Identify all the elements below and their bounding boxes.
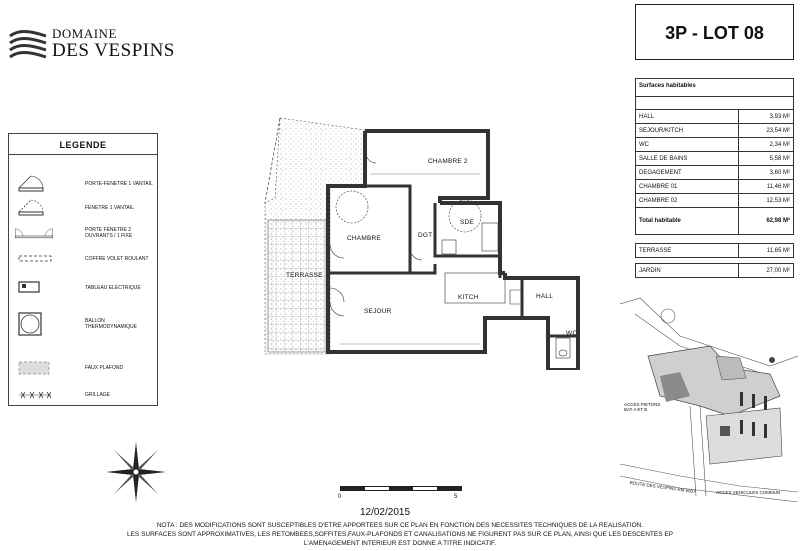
- room-chambre: CHAMBRE: [347, 235, 381, 242]
- room-name: DEGAGEMENT: [636, 166, 739, 180]
- legend-item: [9, 382, 159, 408]
- legend-item: [9, 220, 159, 246]
- legend-title: LEGENDE: [59, 140, 107, 150]
- floor-plan-drawing: [260, 108, 600, 370]
- legend-item: [9, 195, 159, 221]
- water-heater-icon: [13, 311, 55, 337]
- table-row: [636, 180, 794, 194]
- site-label-road: ROUTE DES VESPINS RM 6007: [629, 480, 696, 495]
- room-name: CHAMBRE 02: [636, 194, 739, 208]
- room-area: 3,60 M²: [739, 166, 794, 180]
- electrical-panel-icon: [13, 275, 55, 301]
- exterior-name: JARDIN: [636, 264, 739, 278]
- legend-label: FENETRE 1 VANTAIL: [85, 205, 134, 211]
- room-area: 23,54 M²: [739, 124, 794, 138]
- north-compass-icon: [104, 440, 168, 504]
- table-row: [636, 110, 794, 124]
- floor-plan: [260, 108, 600, 370]
- legend-label: PORTE FENETRE 2 OUVRANTS / 1 FIXE: [85, 227, 133, 239]
- legend-label: FAUX PLAFOND: [85, 365, 124, 371]
- room-sejour: SEJOUR: [364, 308, 392, 315]
- room-kitch: KITCH: [458, 294, 479, 301]
- disclaimer-note: [80, 521, 720, 548]
- note-line: LES SURFACES SONT APPROXIMATIVES, LES RETOMBEES,SOFFITES,FAUX-PLAFONDS ET CANALISATIONS NE FIGURENT PAS SUR CE PLAN, AINSI QUE LES DESCENTES EP: [126, 531, 674, 538]
- table-row: [636, 194, 794, 208]
- logo-line-1: DOMAINE: [52, 26, 117, 41]
- shutter-box-icon: [13, 246, 55, 272]
- room-sde: SDE: [460, 219, 474, 226]
- logo-line-2: DES VESPINS: [52, 40, 175, 61]
- legend-label: COFFRE VOLET ROULANT: [85, 256, 149, 262]
- scale-bar: [338, 486, 464, 508]
- note-line: L'AMENAGEMENT INTERIEUR EST DONNE A TITRE INDICATIF.: [303, 540, 497, 547]
- legend-label: PORTE-FENETRE 1 VANTAIL: [85, 181, 153, 187]
- legend-label: BALLON THERMODYNAMIQUE: [85, 318, 137, 330]
- room-chambre-2: CHAMBRE 2: [428, 158, 468, 165]
- table-row: [636, 264, 794, 278]
- double-french-window-icon: [13, 220, 55, 246]
- legend-panel: [8, 133, 158, 406]
- exterior-area: 11,65 M²: [739, 244, 794, 258]
- exterior-area: 27,00 M²: [739, 264, 794, 278]
- fence-icon: [13, 382, 55, 408]
- legend-item: [9, 171, 159, 197]
- note-line: NOTA : DES MODIFICATIONS SONT SUSCEPTIBLES D'ETRE APPORTEES SUR CE PLAN EN FONCTION DES NECESSITES TECHNIQUES DE LA REALISATION.: [156, 522, 644, 529]
- scale-end: 5: [454, 494, 458, 500]
- room-name: SALLE DE BAINS: [636, 152, 739, 166]
- room-dgt: DGT: [418, 232, 433, 239]
- total-row: [636, 208, 794, 235]
- false-ceiling-icon: [13, 355, 55, 381]
- legend-label: GRILLAGE: [85, 392, 111, 398]
- legend-item: [9, 355, 159, 381]
- site-plan-map: [620, 296, 798, 502]
- total-label: Total habitable: [636, 208, 739, 235]
- room-name: SEJOUR/KITCH: [636, 124, 739, 138]
- legend-label: TABLEAU ELECTRIQUE: [85, 285, 141, 291]
- site-label-vehicle-access: ACCES VEHICULES COMMUN: [716, 490, 781, 495]
- wave-logo-icon: [8, 28, 48, 62]
- window-icon: [13, 195, 55, 221]
- exterior-table: [635, 243, 794, 278]
- surfaces-table: [635, 78, 794, 235]
- legend-item: [9, 275, 159, 301]
- site-plan: [620, 296, 798, 502]
- lot-title: 3P - LOT 08: [665, 23, 764, 43]
- table-row: [636, 166, 794, 180]
- legend-item: [9, 246, 159, 272]
- terrace-area: [268, 220, 326, 352]
- room-terrasse: TERRASSE: [286, 272, 323, 279]
- legend-item: [9, 311, 159, 337]
- plan-date: 12/02/2015: [359, 507, 411, 518]
- lot-title-box: [635, 4, 794, 60]
- room-hall: HALL: [536, 293, 554, 300]
- exterior-name: TERRASSE: [636, 244, 739, 258]
- french-window-icon: [13, 171, 55, 197]
- room-wc: WC: [566, 330, 578, 337]
- brand-logo: [8, 26, 198, 66]
- table-row: [636, 244, 794, 258]
- room-area: 11,46 M²: [739, 180, 794, 194]
- site-label-pedestrian-access: ACCES PIETONS BAT A ET B: [624, 402, 661, 412]
- scale-start: 0: [338, 494, 342, 500]
- surfaces-heading: Surfaces habitables: [635, 78, 794, 96]
- room-area: 2,34 M²: [739, 138, 794, 152]
- table-row: [636, 138, 794, 152]
- room-name: WC: [636, 138, 739, 152]
- room-area: 3,93 M²: [739, 110, 794, 124]
- room-area: 5,58 M²: [739, 152, 794, 166]
- room-name: HALL: [636, 110, 739, 124]
- total-value: 62,98 M²: [739, 208, 794, 235]
- room-name: CHAMBRE 01: [636, 180, 739, 194]
- table-row: [636, 124, 794, 138]
- room-area: 12,53 M²: [739, 194, 794, 208]
- table-row: [636, 152, 794, 166]
